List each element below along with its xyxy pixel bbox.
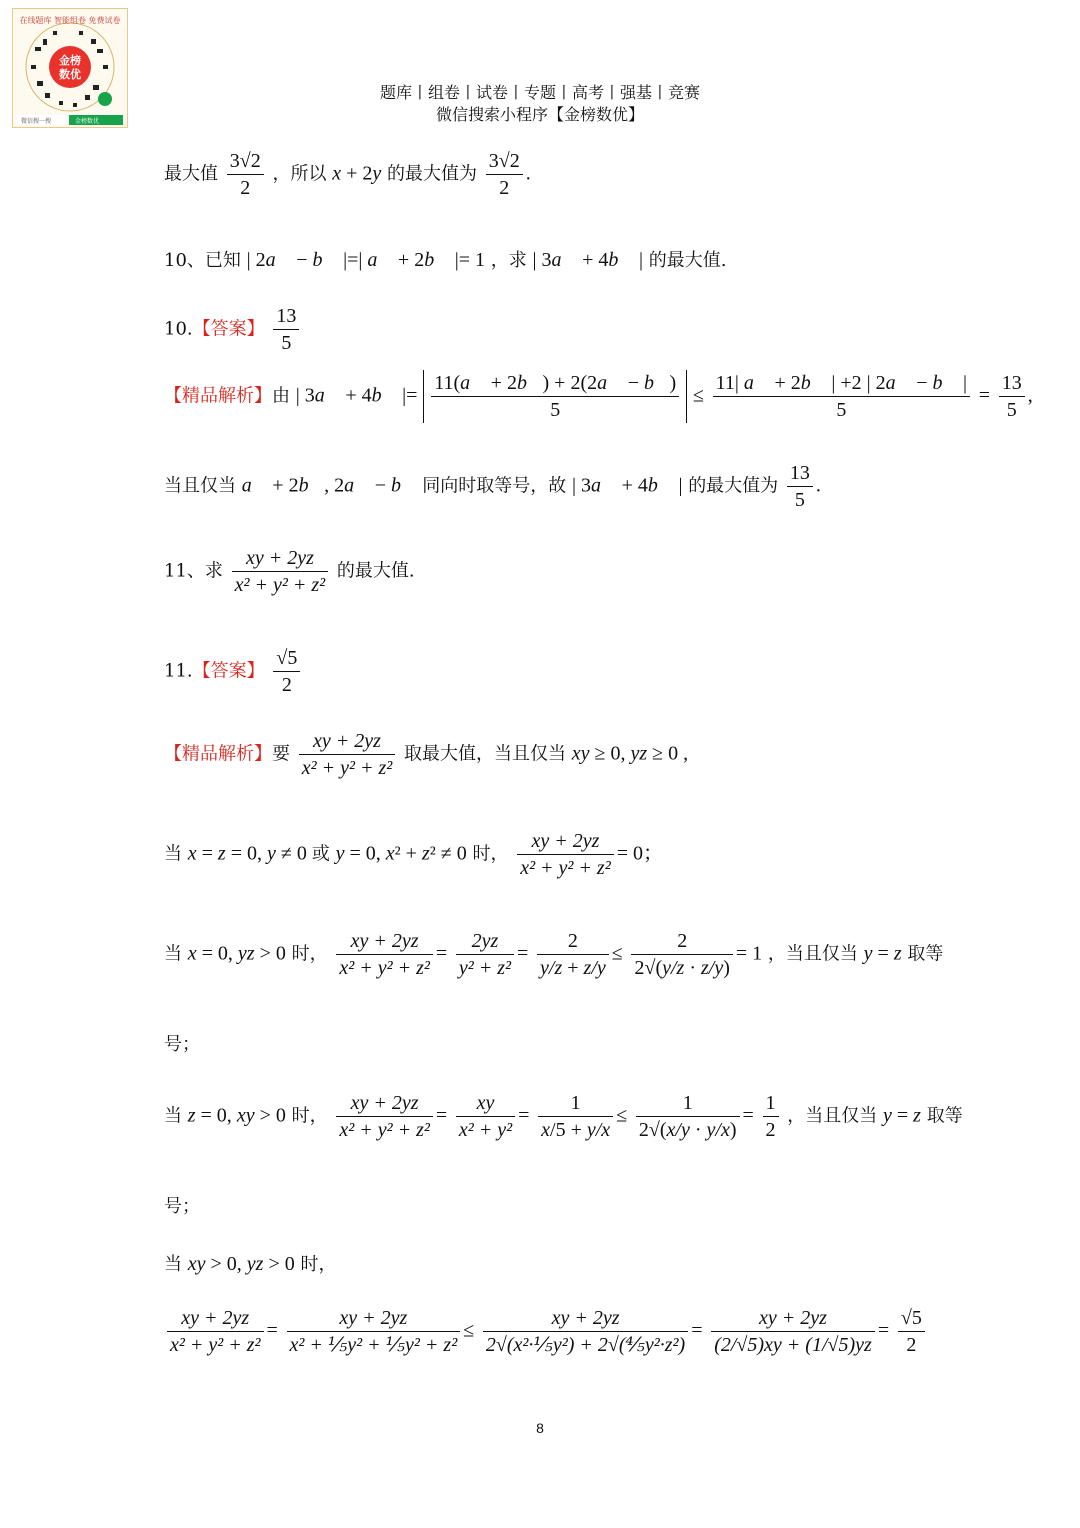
case-3: 当 z = 0, xy > 0 时， $\frac{xy + 2yz}{\text{x² + y² + z²}}$ = $\frac{xy}{\text{x² + y²}}$ = $\frac{1}{x/5 + y/x}$ ≤ $\frac{1}{2√(x/y \cdot y/x)}$ = $\frac{1}{2}$ ，当且仅当 y = z 取等 — [164, 1092, 963, 1141]
text-segment: 时， — [291, 1105, 328, 1127]
answer-tag: 【答案】 — [192, 318, 265, 340]
text-segment: ，所以 — [272, 163, 327, 185]
text-segment: 由 — [272, 385, 290, 407]
text-segment: 时， — [291, 943, 328, 965]
case-2-end: 号； — [164, 1034, 200, 1055]
header-subtitle: 微信搜索小程序【金榜数优】 — [435, 105, 644, 124]
analysis-tag: 【精品解析】 — [164, 385, 272, 407]
text-segment: 当且仅当 — [164, 475, 236, 497]
answer-number: 11. — [164, 660, 193, 682]
case-2: 当 x = 0, yz > 0 时， $\frac{xy + 2yz}{\text{x² + y² + z²}}$ = $\frac{2yz}{\text{y² + z²}}$ = $\frac{2}{y/z + z/y}$ ≤ $\frac{2}{2√(y/z \cdot z/y)}$ = 1 ，当且仅当 y = z 取等 — [164, 930, 944, 979]
fraction: $\frac{xy + 2yz}{\text{x² + y² + z²}}$ — [167, 1305, 264, 1358]
text-segment: 取最大值，当且仅当 — [404, 743, 566, 765]
fraction: $\frac{1}{x/5 + y/x}$ — [538, 1090, 613, 1143]
fraction: $\frac{3√2}{2}$ — [486, 148, 523, 201]
fraction: $\frac{xy + 2yz}{\text{x² + ⅕y² + ⅕y² + z²}}$ — [287, 1305, 461, 1358]
text-segment: ，当且仅当 — [767, 943, 858, 965]
text-segment: 时， — [300, 1254, 337, 1275]
answer-tag: 【答案】 — [192, 660, 265, 682]
text-segment: 当 — [164, 943, 182, 965]
fraction: $\frac{xy + 2yz}{\text{x² + y² + z²}}$ — [336, 928, 433, 981]
final-inequality: $\frac{xy + 2yz}{\text{x² + y² + z²}}$ = $\frac{xy + 2yz}{\text{x² + ⅕y² + ⅕y² + z²}}$ ≤ $\frac{xy + 2yz}{\text{2√(x²·⅕y²) + 2√(⅘y²·z²)}}$ = $\frac{xy + 2yz}{(2/√5)xy + (1/√5)yz}$ = $\frac{√5}{2}$ — [164, 1305, 928, 1358]
text-segment: 的最大值. — [336, 560, 415, 582]
answer-11 — [164, 645, 303, 698]
fraction: $\frac{2}{2√(y/z \cdot z/y)}$ — [631, 928, 732, 981]
math-expr: x — [332, 162, 342, 185]
fraction: $\frac{3√2}{2}$ — [227, 148, 264, 201]
fraction: $\frac{√5}{2}$ — [898, 1305, 925, 1358]
analysis-11: 【精品解析】要 $\frac{xy + 2yz}{\text{x² + y² + z²}}$ 取最大值，当且仅当 xy ≥ 0, yz ≥ 0 , — [164, 730, 689, 779]
text-segment: 当 — [164, 1105, 182, 1127]
qr-footer-right: 金榜数优 — [75, 118, 100, 125]
question-10: 10、已知 | 2a⃗ − b⃗ |=| a⃗ + 2b⃗ |= 1 ，求 | 3a⃗ + 4b⃗ | 的最大值. — [164, 249, 727, 271]
qr-center-line1: 金榜 — [59, 54, 81, 67]
fraction: $\frac{2yz}{\text{y² + z²}}$ — [456, 928, 514, 981]
header-nav: 题库丨组卷丨试卷丨专题丨高考丨强基丨竞赛 — [379, 83, 700, 102]
answer-value: $\frac{13}{5}$ — [273, 303, 299, 356]
text-segment: 当 — [164, 1254, 182, 1275]
text-segment: 最大值 — [164, 163, 218, 185]
analysis-10-cont: 当且仅当 a⃗ + 2b⃗, 2a⃗ − b⃗ 同向时取等号，故 | 3a⃗ + 4b⃗ | 的最大值为 $\frac{13}{5}$ . — [164, 462, 821, 511]
text-segment: 当 — [164, 843, 182, 865]
fraction: $\frac{xy + 2yz}{\text{2√(x²·⅕y²) + 2√(⅘y²·z²)}}$ — [483, 1305, 688, 1358]
text-segment: 要 — [272, 743, 290, 765]
text-segment: 或 — [311, 843, 330, 865]
fraction: $\frac{xy + 2yz}{\text{x² + y² + z²}}$ — [336, 1090, 433, 1143]
fraction: $\frac{xy + 2yz}{\text{x² + y² + z²}}$ — [517, 828, 614, 881]
case-4: 当 xy > 0, yz > 0 时， — [164, 1253, 337, 1275]
text-segment: 的最大值. — [648, 250, 727, 271]
text-segment: 的最大值为 — [688, 475, 779, 497]
fraction: $\frac{xy + 2yz}{(2/√5)xy + (1/√5)yz}$ — [711, 1305, 875, 1358]
fraction: $\frac{xy + 2yz}{\text{x² + y² + z²}}$ — [232, 545, 329, 598]
question-11 — [164, 545, 415, 598]
question-label: 11、求 — [164, 560, 223, 582]
text-segment: 时， — [472, 843, 509, 865]
text-segment: 取等 — [907, 943, 944, 965]
analysis-10: 【精品解析】由 | 3a⃗ + 4b⃗ |= $\frac{11(a⃗ + 2b⃗) + 2(2a⃗ - b⃗)}{5}$ ≤ $\frac{11| a⃗ + 2b⃗ | +2 | 2a⃗ - b⃗ |}{5}$ = $\frac{13}{5}$ , — [164, 372, 1033, 421]
qr-footer-left: 微信搜一搜 — [21, 118, 52, 125]
fraction: $\frac{13}{5}$ — [787, 460, 813, 513]
question-label: 10、已知 — [164, 250, 241, 271]
page-number: 8 — [536, 1420, 544, 1436]
case-1: 当 x = z = 0, y ≠ 0 或 y = 0, x² + z² ≠ 0 时， $\frac{xy + 2yz}{\text{x² + y² + z²}}$ = 0； — [164, 830, 663, 879]
text-segment: ，求 — [490, 250, 527, 271]
text-segment: 同向时取等号，故 — [422, 475, 567, 497]
absolute-value: $\frac{11(a⃗ + 2b⃗) + 2(2a⃗ - b⃗)}{5}$ — [423, 370, 687, 423]
answer-number: 10. — [164, 318, 193, 340]
answer-10 — [164, 303, 302, 356]
fraction: $\frac{xy + 2yz}{\text{x² + y² + z²}}$ — [299, 728, 396, 781]
fraction: $\frac{xy}{\text{x² + y²}}$ — [456, 1090, 515, 1143]
qr-center-line2: 数优 — [59, 68, 81, 81]
text-segment: ，当且仅当 — [787, 1105, 878, 1127]
fraction: $\frac{1}{2}$ — [763, 1090, 779, 1143]
case-3-end: 号； — [164, 1196, 200, 1217]
answer-value: $\frac{√5}{2}$ — [273, 645, 300, 698]
fraction: $\frac{13}{5}$ — [999, 370, 1025, 423]
qr-arc-text: 在线题库 智能组卷 免费试卷 — [19, 16, 121, 25]
fraction: $\frac{1}{2√(x/y \cdot y/x)}$ — [636, 1090, 740, 1143]
analysis-tag: 【精品解析】 — [164, 743, 272, 765]
text-line-1: 最大值 $\frac{3√2}{2}$ ，所以 x + 2y 的最大值为 $\frac{3√2}{2}$ . — [164, 150, 531, 199]
fraction: $\frac{2}{y/z + z/y}$ — [537, 928, 609, 981]
text-segment: 取等 — [926, 1105, 963, 1127]
fraction: $\frac{11| a⃗ + 2b⃗ | +2 | 2a⃗ - b⃗ |}{5}$ — [713, 370, 970, 423]
text-segment: 的最大值为 — [386, 163, 477, 185]
